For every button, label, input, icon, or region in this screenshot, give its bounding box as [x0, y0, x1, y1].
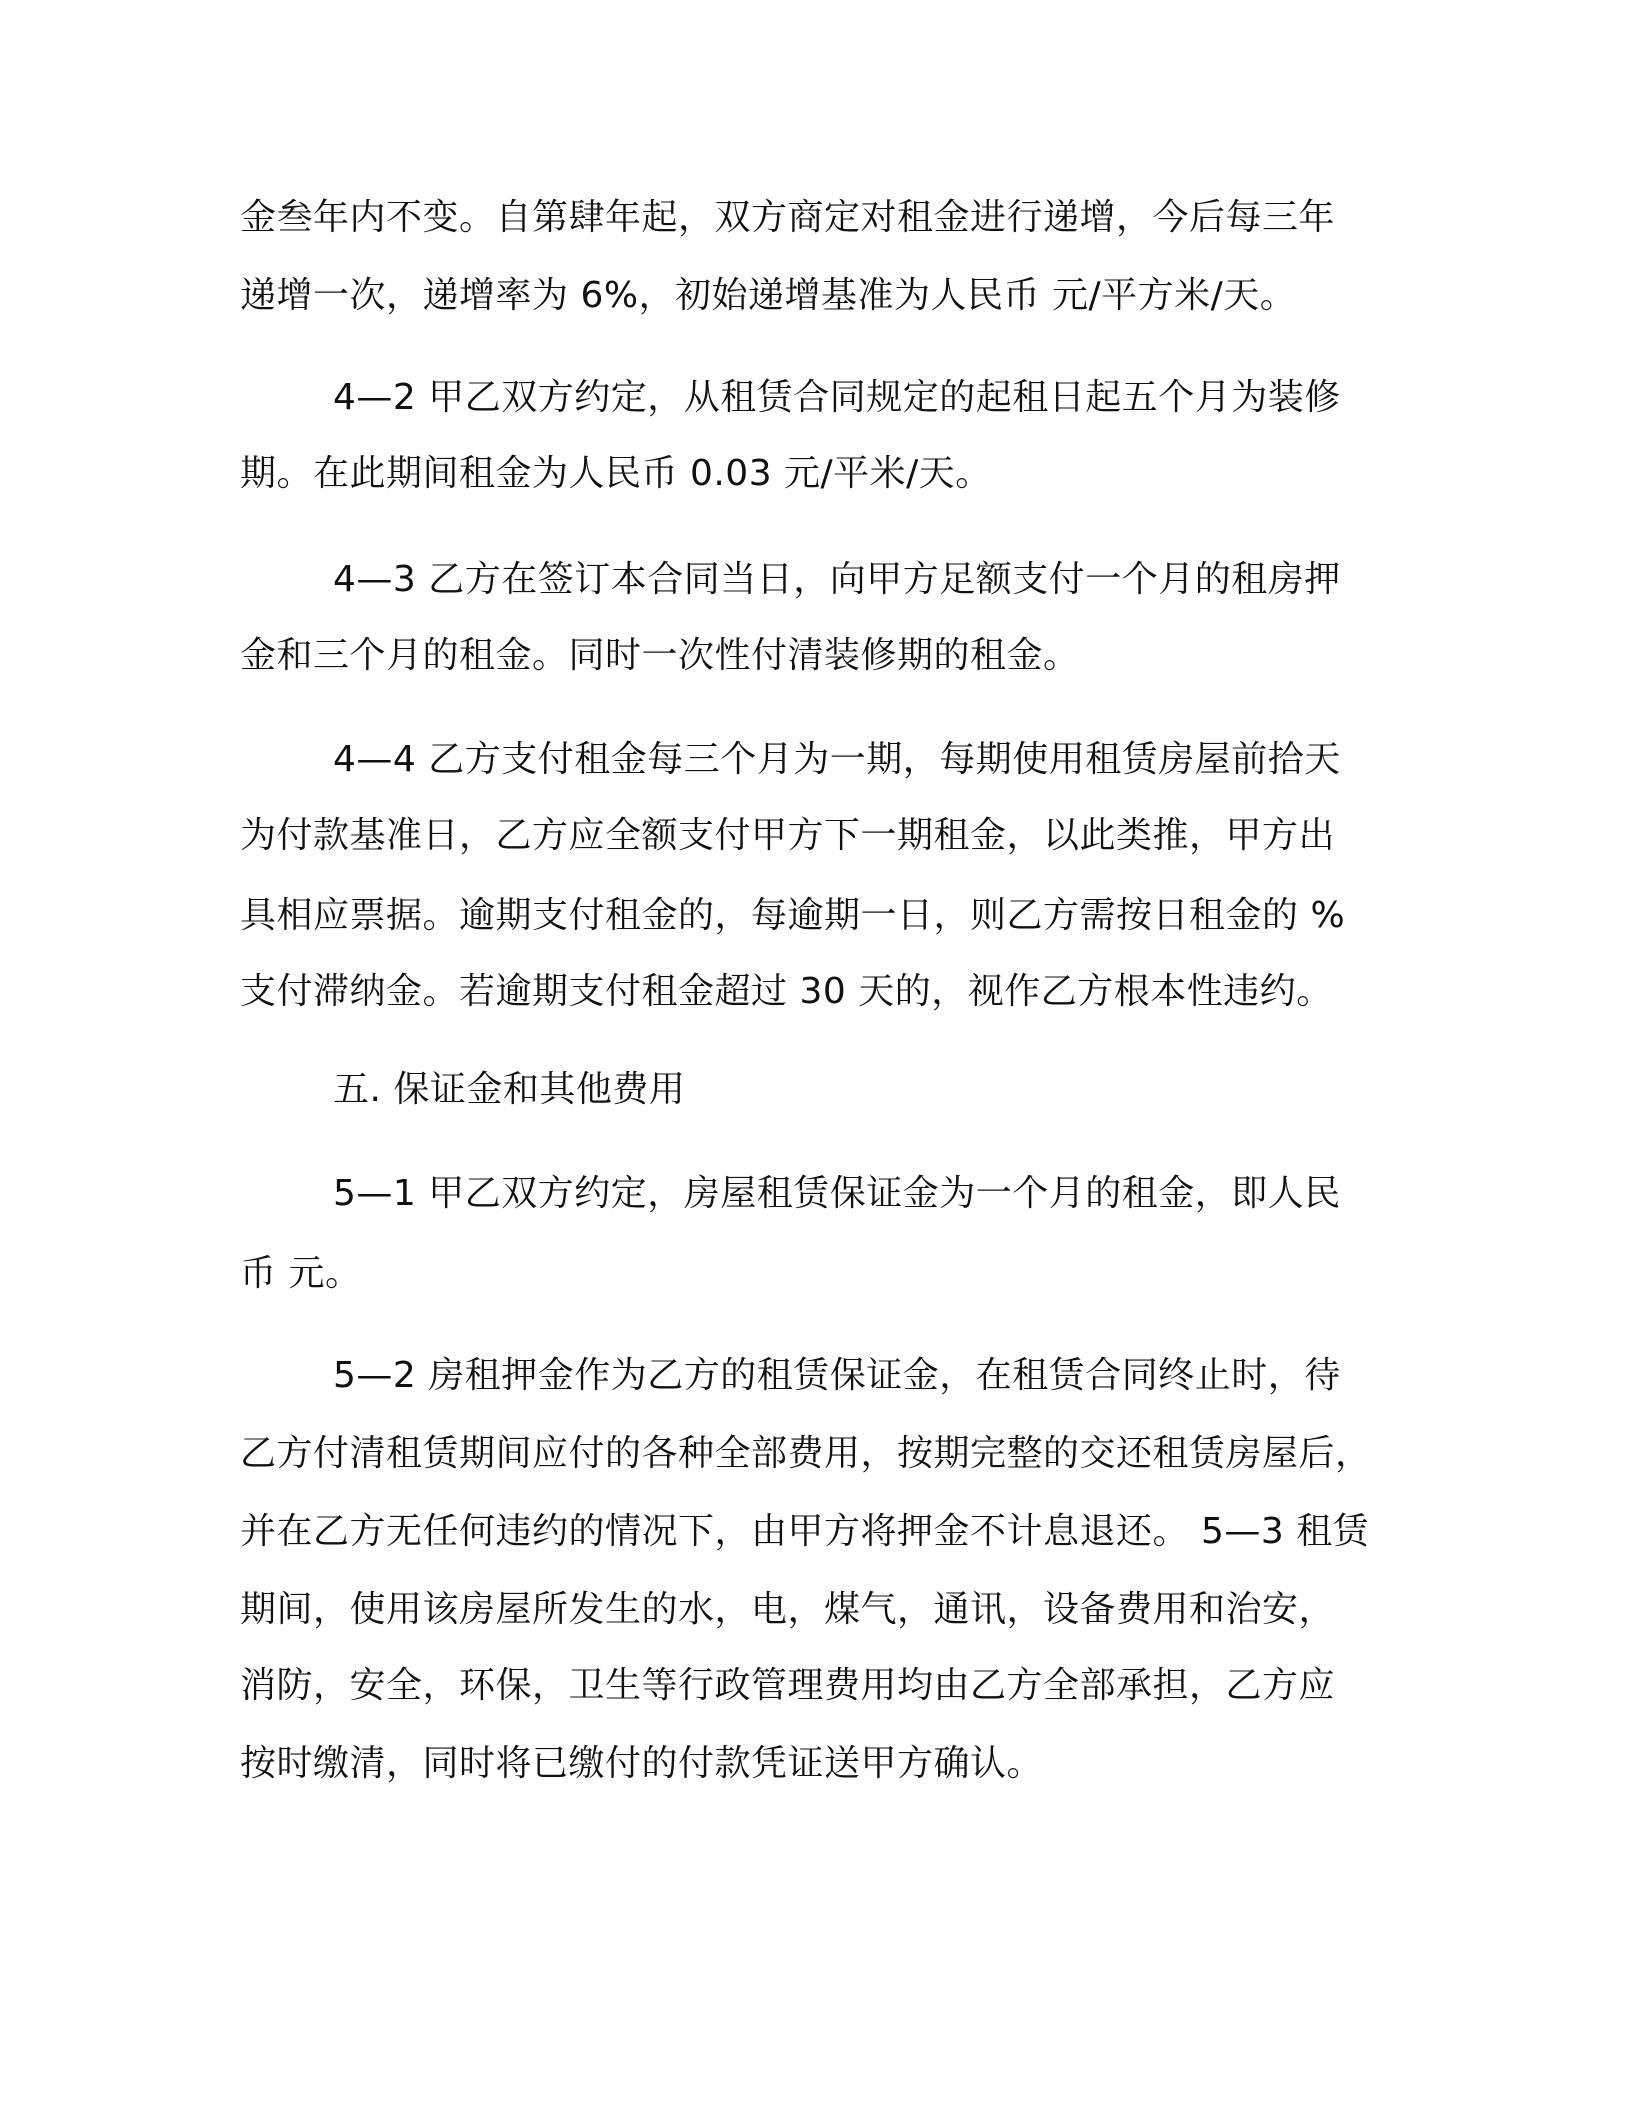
section-heading: 五. 保证金和其他费用: [333, 1069, 686, 1110]
clause-5-2-line: 5—2 房租押金作为乙方的租赁保证金，在租赁合同终止时，待: [333, 1355, 1341, 1396]
clause-4-2-line: 4—2 甲乙双方约定，从租赁合同规定的起租日起五个月为装修: [333, 377, 1341, 418]
text-line: 金和三个月的租金。同时一次性付清装修期的租金。: [240, 635, 1080, 676]
text-line: 乙方付清租赁期间应付的各种全部费用，按期完整的交还租赁房屋后，: [240, 1433, 1372, 1474]
text-line: 按时缴清，同时将已缴付的付款凭证送甲方确认。: [240, 1743, 1044, 1784]
clause-4-4-line: 4—4 乙方支付租金每三个月为一期，每期使用租赁房屋前拾天: [333, 739, 1341, 780]
text-line: 为付款基准日，乙方应全额支付甲方下一期租金，以此类推，甲方出: [240, 815, 1336, 856]
text-line: 具相应票据。逾期支付租金的，每逾期一日，则乙方需按日租金的 %: [240, 895, 1346, 936]
text-line: 递增一次，递增率为 6%，初始递增基准为人民币 元/平方米/天。: [240, 275, 1297, 316]
text-line: 支付滞纳金。若逾期支付租金超过 30 天的，视作乙方根本性违约。: [240, 971, 1333, 1012]
text-line: 期。在此期间租金为人民币 0.03 元/平米/天。: [240, 453, 992, 494]
text-line: 金叁年内不变。自第肆年起，双方商定对租金进行递增，今后每三年: [240, 197, 1336, 238]
text-line: 期间，使用该房屋所发生的水，电，煤气，通讯，设备费用和治安，: [240, 1589, 1336, 1630]
clause-4-3-line: 4—3 乙方在签订本合同当日，向甲方足额支付一个月的租房押: [333, 559, 1341, 600]
text-line: 消防，安全，环保，卫生等行政管理费用均由乙方全部承担，乙方应: [240, 1665, 1336, 1706]
text-line: 并在乙方无任何违约的情况下，由甲方将押金不计息退还。 5—3 租赁: [240, 1511, 1370, 1552]
clause-5-1-line: 5—1 甲乙双方约定，房屋租赁保证金为一个月的租金，即人民: [333, 1173, 1341, 1214]
text-line: 币 元。: [240, 1253, 362, 1294]
